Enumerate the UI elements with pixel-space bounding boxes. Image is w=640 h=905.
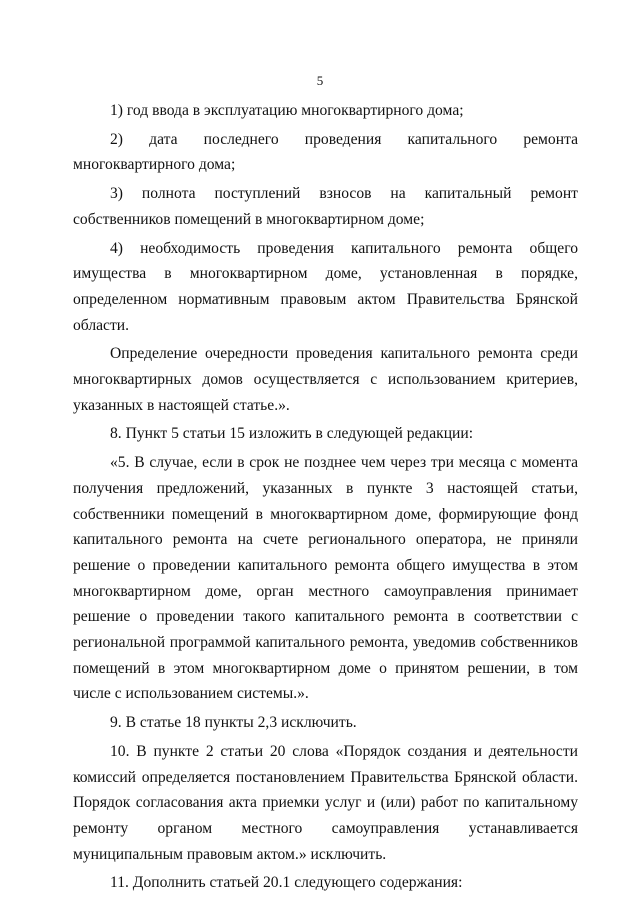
paragraph-item-8: 8. Пункт 5 статьи 15 изложить в следующей редакции: <box>110 425 474 443</box>
paragraph-item-10: 10. В пункте 2 статьи 20 слова «Порядок создания и деятельности комиссий определяется постановлением Правительства Брянской области. Порядок согласования акта приемки услуг и (или) работ по капитальному ремонту органом местного самоуправления устанавливается муниципальным правовым актом.» исключить. <box>73 742 578 863</box>
paragraph-item-9: 9. В статье 18 пункты 2,3 исключить. <box>110 714 357 732</box>
paragraph-criterion-1: 1) год ввода в эксплуатацию многоквартирного дома; <box>110 102 464 119</box>
document-body <box>73 98 578 896</box>
paragraph-criterion-2: 2) дата последнего проведения капитального ремонта многоквартирного дома; <box>73 130 578 174</box>
paragraph-item-8-text: «5. В случае, если в срок не позднее чем через три месяца с момента получения предложений, указанных в пункте 3 настоящей статьи, собственники помещений в многоквартирном доме, формирующие фонд капитального ремонта на счете регионального оператора, не приняли решение о проведении капитального ремонта общего имущества в этом многоквартирном доме, орган местного самоуправления принимает решение о проведении такого капитального ремонта в соответствии с региональной программой капитального ремонта, уведомив собственников помещений в этом многоквартирном доме о принятом решении, в том числе с использованием системы.». <box>73 454 578 703</box>
paragraph-criterion-3: 3) полнота поступлений взносов на капитальный ремонт собственников помещений в многоквартирном доме; <box>73 185 578 228</box>
paragraph-criterion-4: 4) необходимость проведения капитального ремонта общего имущества в многоквартирном доме, установленная в порядке, определенном нормативным правовым актом Правительства Брянской области. <box>73 239 578 334</box>
paragraph-priority-definition: Определение очередности проведения капитального ремонта среди многоквартирных домов осуществляется с использованием критериев, указанных в настоящей статье.». <box>73 345 578 414</box>
paragraph-item-11: 11. Дополнить статьей 20.1 следующего содержания: <box>110 874 463 892</box>
page-number: 5 <box>316 73 324 88</box>
